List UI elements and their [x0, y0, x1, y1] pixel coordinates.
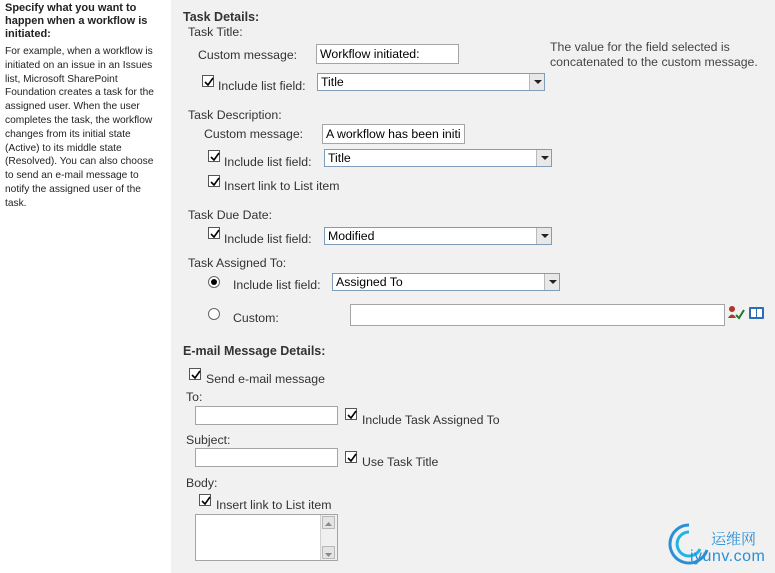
- subject-label: Subject:: [186, 433, 231, 447]
- chevron-down-icon[interactable]: [536, 228, 551, 244]
- description-include-label: Include list field:: [224, 155, 312, 169]
- description-body: For example, when a workflow is initiated on an issue in an Issues list, Microsoft SharePoint Foundation creates a task for the assigned user. When the user completes the task, the workflow changes from its initial state (Active) to its middle state (Resolved). You can also choose to send an e-mail message to notify the assigned user of the task.: [5, 46, 154, 209]
- checkmark-icon: [209, 228, 221, 240]
- body-textarea[interactable]: [195, 514, 338, 561]
- due-date-include-label: Include list field:: [224, 232, 312, 246]
- description-insert-link-checkbox[interactable]: [208, 175, 220, 187]
- form-panel: [171, 0, 775, 573]
- body-scrollbar[interactable]: [320, 515, 337, 560]
- body-label: Body:: [186, 476, 218, 490]
- task-assigned-to-label: Task Assigned To:: [188, 256, 287, 270]
- address-book-icon[interactable]: [748, 305, 766, 321]
- due-date-field-value: Modified: [328, 229, 375, 243]
- watermark-cn: 运维网: [711, 530, 757, 548]
- checkmark-icon: [209, 151, 221, 163]
- checkmark-icon: [190, 369, 202, 381]
- email-details-heading: E-mail Message Details:: [183, 344, 326, 358]
- description-custom-message-label: Custom message:: [204, 127, 304, 141]
- scroll-down-button[interactable]: [322, 546, 335, 559]
- include-assigned-checkbox[interactable]: [345, 408, 357, 420]
- watermark-url: iyunv.com: [690, 548, 766, 565]
- description-field-select[interactable]: [324, 149, 552, 167]
- checkmark-icon: [203, 76, 215, 88]
- title-field-select[interactable]: [317, 73, 545, 91]
- body-insert-link-label: Insert link to List item: [216, 498, 332, 512]
- checkmark-icon: [346, 409, 358, 421]
- title-field-value: Title: [321, 75, 344, 89]
- title-include-label: Include list field:: [218, 79, 306, 93]
- concat-hint-line1: The value for the field selected is: [550, 40, 730, 54]
- assigned-custom-label: Custom:: [233, 311, 279, 325]
- title-include-checkbox[interactable]: [202, 75, 214, 87]
- subject-input[interactable]: [195, 448, 338, 467]
- arrow-up-icon: [323, 519, 334, 530]
- description-field-value: Title: [328, 151, 351, 165]
- body-insert-link-checkbox[interactable]: [199, 494, 211, 506]
- checkmark-icon: [346, 452, 358, 464]
- to-label: To:: [186, 390, 203, 404]
- to-input[interactable]: [195, 406, 338, 425]
- assigned-field-select[interactable]: [332, 273, 560, 291]
- description-panel: [0, 0, 171, 573]
- title-custom-message-label: Custom message:: [198, 48, 298, 62]
- assigned-custom-input[interactable]: [350, 304, 725, 326]
- arrow-down-icon: [323, 549, 334, 560]
- use-task-title-checkbox[interactable]: [345, 451, 357, 463]
- task-due-date-label: Task Due Date:: [188, 208, 273, 222]
- concat-hint-line2: concatenated to the custom message.: [550, 55, 758, 69]
- title-custom-message-input[interactable]: Workflow initiated:: [316, 44, 459, 64]
- assigned-include-label: Include list field:: [233, 278, 321, 292]
- description-custom-message-input[interactable]: A workflow has been initi: [322, 124, 465, 144]
- assigned-field-value: Assigned To: [336, 275, 403, 289]
- checkmark-icon: [200, 495, 212, 507]
- assigned-include-radio[interactable]: [208, 276, 220, 288]
- task-details-heading: Task Details:: [183, 10, 260, 24]
- due-date-field-select[interactable]: [324, 227, 552, 245]
- chevron-down-icon[interactable]: [536, 150, 551, 166]
- task-title-label: Task Title:: [188, 25, 243, 39]
- chevron-down-icon[interactable]: [544, 274, 559, 290]
- include-assigned-label: Include Task Assigned To: [362, 413, 500, 427]
- checkmark-icon: [209, 176, 221, 188]
- chevron-down-icon[interactable]: [529, 74, 544, 90]
- assigned-custom-radio[interactable]: [208, 308, 220, 320]
- send-email-checkbox[interactable]: [189, 368, 201, 380]
- task-description-label: Task Description:: [188, 108, 282, 122]
- description-heading: Specify what you want to happen when a workflow is initiated:: [5, 2, 148, 40]
- check-names-icon[interactable]: [727, 305, 745, 321]
- use-task-title-label: Use Task Title: [362, 455, 439, 469]
- send-email-label: Send e-mail message: [206, 372, 325, 386]
- description-insert-link-label: Insert link to List item: [224, 179, 340, 193]
- description-include-checkbox[interactable]: [208, 150, 220, 162]
- due-date-include-checkbox[interactable]: [208, 227, 220, 239]
- scroll-up-button[interactable]: [322, 516, 335, 529]
